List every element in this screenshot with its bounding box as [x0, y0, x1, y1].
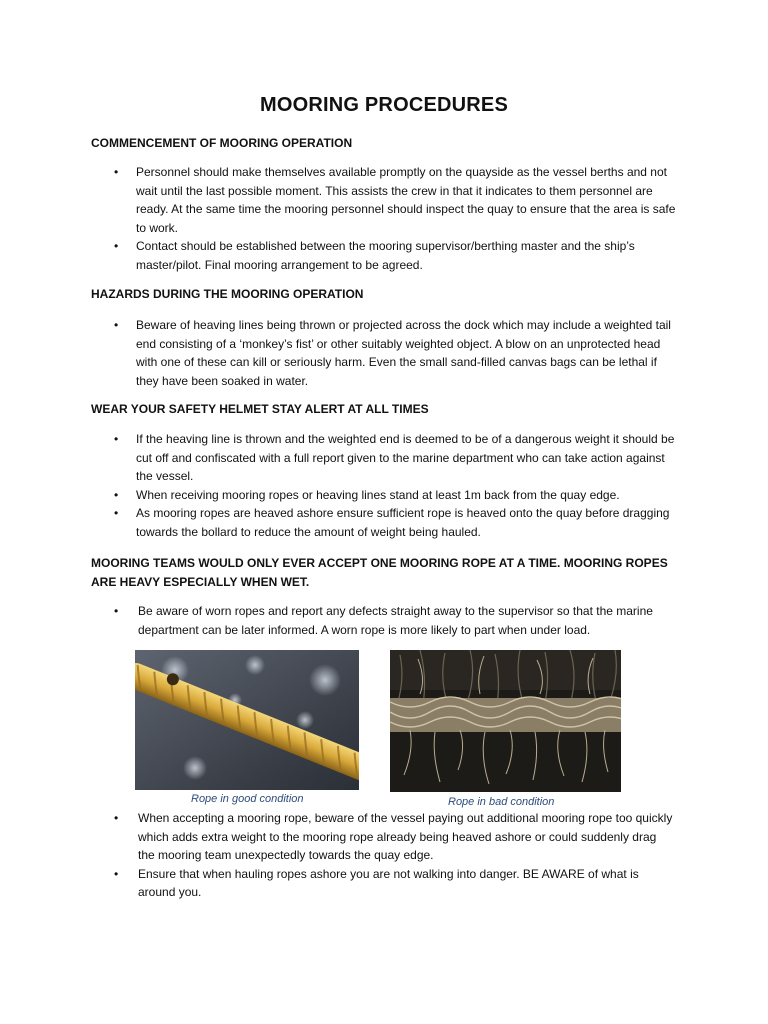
bullet-marker: •	[114, 165, 119, 179]
good-rope-photo	[135, 650, 359, 790]
list-item	[0, 316, 676, 390]
list-item	[0, 865, 676, 902]
bullet-text: If the heaving line is thrown and the weighted end is deemed to be of a dangerous weight it should be cut off and confiscated with a full report given to the marine department who can take action against the vessel.	[136, 432, 675, 484]
bullet-marker: •	[114, 866, 119, 881]
section-heading-safety-helmet: WEAR YOUR SAFETY HELMET STAY ALERT AT ALL TIMES	[91, 402, 429, 416]
section-heading-hazards: HAZARDS DURING THE MOORING OPERATION	[91, 287, 364, 301]
bullet-text: Ensure that when hauling ropes ashore you are not walking into danger. BE AWARE of what is around you.	[138, 866, 639, 900]
list-item	[0, 809, 676, 865]
bullet-text: When receiving mooring ropes or heaving lines stand at least 1m back from the quay edge.	[136, 487, 620, 502]
list-item	[0, 602, 676, 639]
bullet-text: Personnel should make themselves available promptly on the quayside as the vessel berths and not wait until the last possible moment. This assists the crew in that it indicates to them personnel are ready. At the same time the mooring personnel should inspect the quay to ensure that the area is safe to work.	[136, 165, 676, 235]
bullet-marker: •	[114, 318, 119, 332]
good-rope-caption: Rope in good condition	[191, 793, 304, 805]
bullet-text: Contact should be established between the mooring supervisor/berthing master and the ship’s master/pilot. Final mooring arrangement to be agreed.	[136, 239, 635, 272]
list-item	[0, 430, 676, 486]
list-item	[0, 237, 676, 274]
bullet-list-worn-ropes	[0, 602, 676, 639]
bullet-list-safety	[0, 430, 676, 542]
bullet-text: Beware of heaving lines being thrown or projected across the dock which may include a weighted tail end consisting of a ‘monkey’s fist’ or other suitably weighted object. A blow on an unprotected head with one of these can kill or seriously harm. Even the small sand-filled canvas bags can be lethal if they have been soaked in water.	[136, 318, 671, 388]
list-item	[0, 486, 676, 505]
bad-rope-photo	[390, 650, 621, 792]
bad-rope-caption: Rope in bad condition	[448, 796, 555, 808]
bullet-marker: •	[114, 487, 119, 502]
bullet-marker: •	[114, 811, 119, 825]
list-item	[0, 163, 676, 237]
section-heading-mooring-teams: MOORING TEAMS WOULD ONLY EVER ACCEPT ONE MOORING ROPE AT A TIME. MOORING ROPES ARE HEAVY ESPECIALLY WHEN WET.	[91, 556, 668, 589]
bullet-marker: •	[114, 604, 119, 618]
bullet-list-commencement	[0, 163, 676, 275]
bullet-text: When accepting a mooring rope, beware of the vessel paying out additional mooring rope too quickly which adds extra weight to the mooring rope already being heaved ashore or could suddenly drag the mooring team unexpectedly towards the quay edge.	[138, 811, 673, 863]
page-title: MOORING PROCEDURES	[259, 94, 509, 116]
section-heading-commencement: COMMENCEMENT OF MOORING OPERATION	[91, 136, 353, 150]
bullet-marker: •	[114, 506, 119, 521]
bullet-list-hazards	[0, 316, 676, 390]
list-item	[0, 504, 676, 541]
bullet-text: Be aware of worn ropes and report any defects straight away to the supervisor so that the marine department can be later informed. A worn rope is more likely to part when under load.	[138, 604, 653, 637]
bullet-text: As mooring ropes are heaved ashore ensure sufficient rope is heaved onto the quay before dragging towards the bollard to reduce the amount of weight being hauled.	[136, 506, 670, 539]
bullet-list-hauling	[0, 809, 676, 902]
bullet-marker: •	[114, 432, 119, 446]
bullet-marker: •	[114, 239, 119, 254]
